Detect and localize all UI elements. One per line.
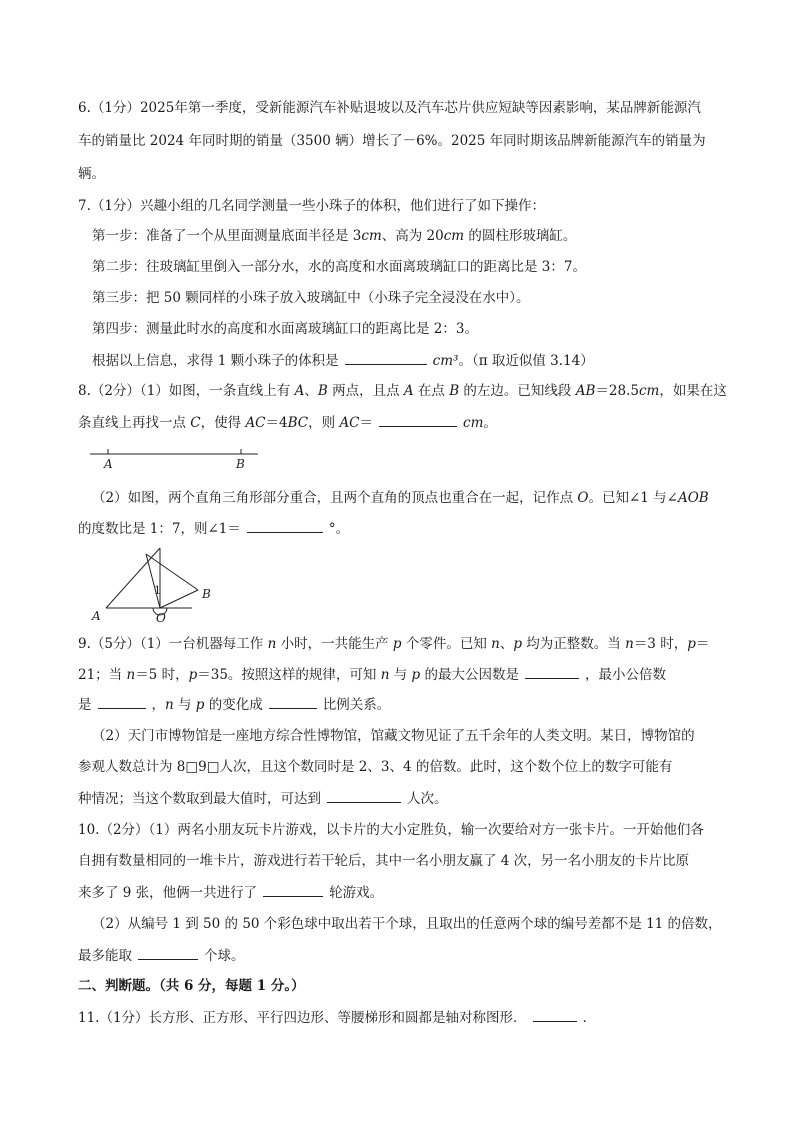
q8-2-answer-blank[interactable] xyxy=(247,518,323,533)
line-segment-figure xyxy=(88,444,268,474)
q10-line-2: 自拥有数量相同的一堆卡片，游戏进行若干轮后，其中一名小朋友赢了 4 次，另一名小朋友的卡片比原 xyxy=(78,853,690,869)
q10-line-1: 10.（2分）（1）两名小朋友玩卡片游戏，以卡片的大小定胜负，输一次要给对方一张卡片。一开始他们各 xyxy=(78,822,704,838)
q8-part-2-line-2: 的度数比是 1：7，则∠1＝ °。 xyxy=(78,518,349,539)
segment-ob xyxy=(160,590,198,608)
label-a: A xyxy=(104,457,113,471)
q10-max-balls-blank[interactable] xyxy=(138,945,198,960)
q7-step-1: 第一步：准备了一个从里面测量底面半径是 3cm、高为 20cm 的圆柱形玻璃缸。 xyxy=(92,228,577,244)
q7-answer-line: 根据以上信息，求得 1 颗小珠子的体积是 cm³。（π 取近似值 3.14） xyxy=(92,350,594,371)
label-a: A xyxy=(92,609,101,623)
q6-line-2: 车的销量比 2024 年同时期的销量（3500 辆）增长了－6%。2025 年同时期该品牌新能源汽车的销量为 xyxy=(78,133,706,149)
q9-max-blank[interactable] xyxy=(327,788,401,803)
q9-lcm-blank[interactable] xyxy=(98,694,146,709)
q6-line-1: 6.（1分）2025年第一季度，受新能源汽车补贴退坡以及汽车芯片供应短缺等因素影响，某品牌新能源汽 xyxy=(78,100,701,116)
q8-line-2: 条直线上再找一点 C，使得 AC＝4BC，则 AC＝ cm。 xyxy=(78,412,497,433)
q7-step-4: 第四步：测量此时水的高度和水面离玻璃缸口的距离比是 2：3。 xyxy=(92,321,478,337)
q8-1-answer-blank[interactable] xyxy=(379,412,457,427)
q8-line-1: 8.（2分）（1）如图，一条直线上有 A、B 两点，且点 A 在点 B 的左边。已知线段 AB＝28.5cm，如果在这 xyxy=(78,383,727,399)
q7-step-2: 第二步：往玻璃缸里倒入一部分水，水的高度和水面离玻璃缸口的距离比是 3：7。 xyxy=(92,259,586,275)
label-angle-1: 1 xyxy=(154,584,161,597)
q10-part-2-line-1: （2）从编号 1 到 50 的 50 个彩色球中取出若干个球，且取出的任意两个球的编号差都不是 11 的倍数， xyxy=(92,916,722,932)
q9-line-2: 21；当 n＝5 时，p＝35。按照这样的规律，可知 n 与 p 的最大公因数是 ，最小公倍数 xyxy=(78,664,666,685)
q9-gcd-blank[interactable] xyxy=(525,664,579,679)
label-b: B xyxy=(236,457,245,471)
q9-part-2-line-2: 参观人数总计为 8□9□人次，且这个数同时是 2、3、4 的倍数。此时，这个数个位上的数字可能有 xyxy=(78,759,673,775)
q8-part-2-line-1: （2）如图，两个直角三角形部分重合，且两个直角的顶点也重合在一起，记作点 O。已知∠1 与∠AOB xyxy=(92,490,709,506)
q7-answer-blank[interactable] xyxy=(345,350,427,365)
q9-line-3: 是 ，n 与 p 的变化成 比例关系。 xyxy=(78,694,390,715)
q9-proportion-blank[interactable] xyxy=(269,694,317,709)
q11-line: 11.（1分）长方形、正方形、平行四边形、等腰梯形和圆都是轴对称图形． ． xyxy=(78,1007,596,1028)
q7-step-3: 第三步：把 50 颗同样的小珠子放入玻璃缸中（小珠子完全浸没在水中）。 xyxy=(92,290,530,306)
q6-line-3: 辆。 xyxy=(78,166,105,182)
q9-part-2-line-3: 种情况；当这个数取到最大值时，可达到 人次。 xyxy=(78,788,448,809)
q7-line-1: 7.（1分）兴趣小组的几名同学测量一些小珠子的体积，他们进行了如下操作： xyxy=(78,198,545,214)
label-o: O xyxy=(156,611,166,625)
label-b: B xyxy=(202,587,211,601)
q9-line-1: 9.（5分）（1）一台机器每工作 n 小时，一共能生产 p 个零件。已知 n、p 均为正整数。当 n＝3 时，p＝ xyxy=(78,636,710,652)
section-2-heading: 二、判断题。（共 6 分，每题 1 分。） xyxy=(78,978,305,994)
q10-part-2-line-2: 最多能取 个球。 xyxy=(78,945,245,966)
q10-line-3: 来多了 9 张，他俩一共进行了 轮游戏。 xyxy=(78,882,383,903)
q10-rounds-blank[interactable] xyxy=(263,882,323,897)
triangles-figure xyxy=(86,540,226,626)
q11-answer-blank[interactable] xyxy=(533,1007,577,1022)
q9-part-2-line-1: （2）天门市博物馆是一座地方综合性博物馆，馆藏文物见证了五千余年的人类文明。某日，博物馆的 xyxy=(92,728,695,744)
